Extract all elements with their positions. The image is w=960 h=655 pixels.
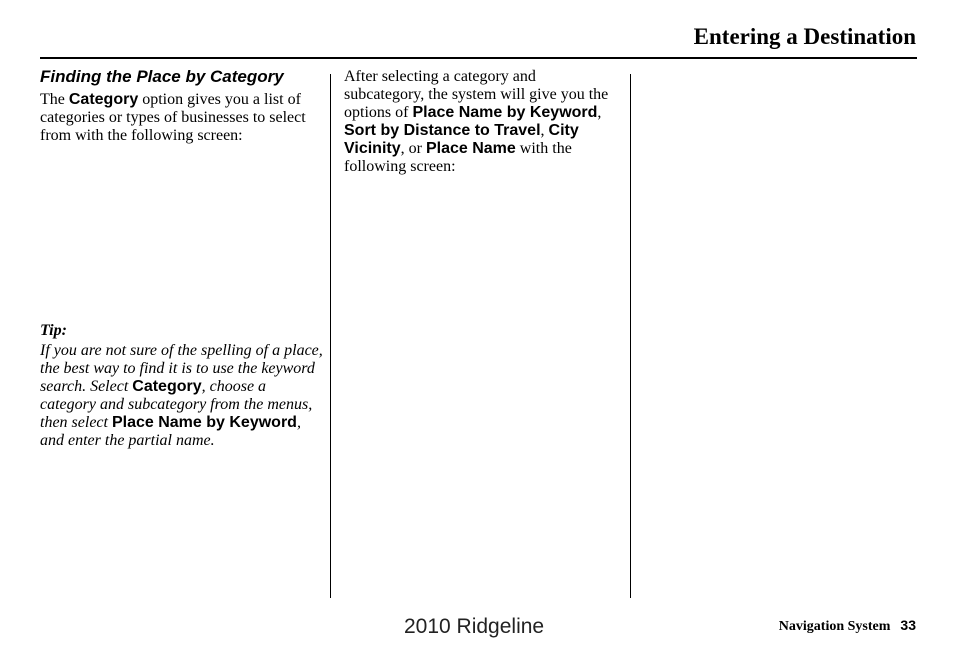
tip-label: Tip: bbox=[40, 322, 67, 339]
term-sort-by-distance: Sort by Distance to Travel bbox=[344, 122, 541, 139]
term-place-name-by-keyword: Place Name by Keyword bbox=[111, 414, 297, 431]
text-span: After selecting a category and subcategory, the system will give you the options of bbox=[344, 68, 609, 121]
text-span: , and enter the partial name. bbox=[40, 414, 301, 449]
footer-section: Navigation System bbox=[778, 619, 891, 634]
column-divider bbox=[630, 74, 631, 598]
term-category: Category bbox=[68, 91, 139, 108]
tip-text bbox=[40, 342, 325, 450]
text-span: , bbox=[540, 122, 549, 139]
page-title: Entering a Destination bbox=[693, 24, 916, 49]
text-span: , choose a category and subcategory from the menus, then select bbox=[40, 378, 313, 431]
column-divider bbox=[330, 74, 331, 598]
page-footer bbox=[779, 617, 916, 635]
text-span: with the following screen: bbox=[344, 140, 572, 175]
page-number: 33 bbox=[900, 617, 916, 633]
text-span: , or bbox=[400, 140, 426, 157]
left-column bbox=[40, 68, 320, 145]
middle-column bbox=[344, 68, 619, 176]
category-paragraph bbox=[40, 91, 320, 145]
watermark: 2010 Ridgeline bbox=[404, 615, 545, 638]
term-city-vicinity: City Vicinity bbox=[344, 122, 579, 157]
tip-block bbox=[40, 322, 325, 450]
text-span: , bbox=[597, 104, 602, 121]
section-heading: Finding the Place by Category bbox=[40, 67, 284, 86]
options-paragraph bbox=[344, 68, 619, 176]
title-rule bbox=[40, 57, 917, 59]
text-span: option gives you a list of categories or types of businesses to select from with the following screen: bbox=[40, 91, 306, 144]
term-place-name: Place Name bbox=[425, 140, 516, 157]
text-span: If you are not sure of the spelling of a place, the best way to find it is to use the keyword search. Select bbox=[40, 342, 323, 395]
term-place-name-by-keyword: Place Name by Keyword bbox=[412, 104, 598, 121]
text-span: The bbox=[40, 91, 69, 108]
term-category: Category bbox=[132, 378, 202, 395]
